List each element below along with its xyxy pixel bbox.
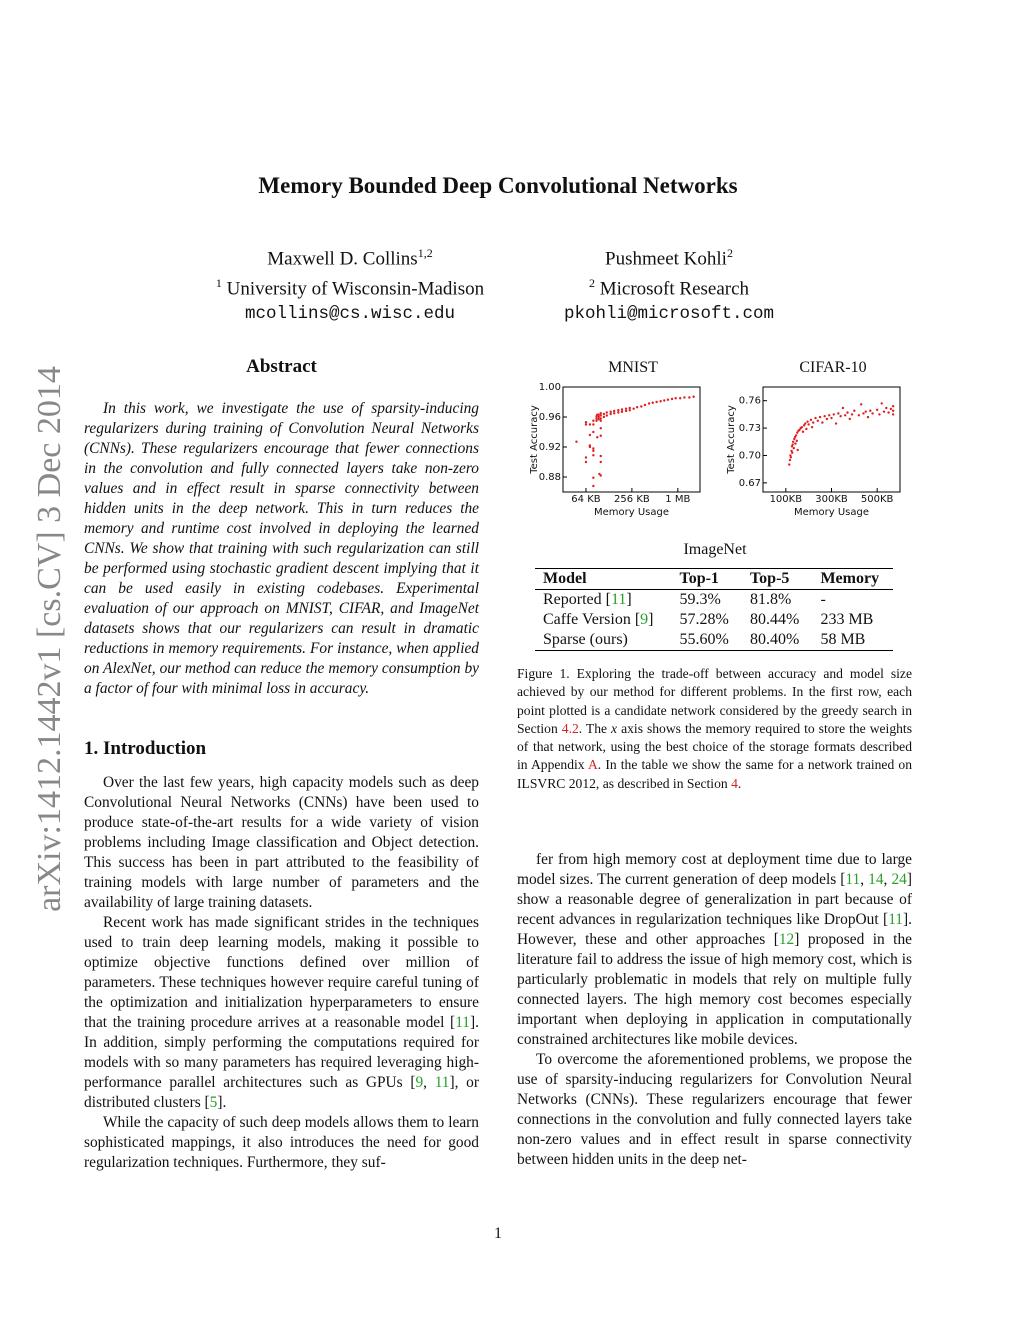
author-block-2: [519, 241, 819, 326]
cell-top1: 55.60%: [679, 631, 729, 648]
data-point: [801, 426, 803, 428]
data-point: [592, 420, 594, 422]
text-run: ], or distributed clusters [: [84, 1074, 479, 1111]
citation-link[interactable]: 11: [455, 1014, 471, 1031]
data-point: [805, 428, 807, 430]
x-tick-label: 100KB: [769, 494, 803, 505]
table-header-row: [535, 569, 893, 590]
text-run: ]. However, these and other approaches [: [517, 911, 912, 948]
cell-memory: 58 MB: [820, 631, 866, 648]
x-tick-label: 1 MB: [665, 494, 691, 505]
citation-link[interactable]: 12: [778, 931, 795, 948]
data-point: [598, 416, 600, 418]
data-point: [802, 431, 804, 433]
data-point: [589, 446, 591, 448]
data-point: [865, 410, 867, 412]
text-run: ] proposed in the literature fail to address the issue of high memory cost, which is particularly problematic in models that rely on multiple fully connected layers. The high memory cost becomes especially important when deploying in application in computationally constrained architectures like mobile devices.: [517, 931, 912, 1048]
data-point: [600, 427, 602, 429]
arxiv-identifier: arXiv:1412.1442v1 [cs.CV] 3 Dec 2014: [31, 366, 68, 912]
data-point: [585, 456, 587, 458]
data-point: [592, 485, 594, 487]
data-point: [600, 461, 602, 463]
data-point: [575, 441, 577, 443]
cell-top5: 80.44%: [749, 611, 800, 628]
table-title: ImageNet: [683, 541, 747, 558]
data-point: [617, 409, 619, 411]
y-axis-label: Test Accuracy: [726, 405, 737, 474]
text-run: ,: [860, 871, 869, 888]
text-run: axis shows the memory required to store the weights of that network, using the best choice of the storage formats described in Appendix: [517, 720, 912, 773]
data-point: [844, 414, 846, 416]
data-point: [671, 398, 673, 400]
data-point: [791, 443, 793, 445]
data-point: [791, 452, 793, 454]
data-point: [683, 396, 685, 398]
data-point: [613, 410, 615, 412]
y-tick-label: 0.70: [738, 450, 761, 462]
col-header: Memory: [820, 570, 880, 587]
data-point: [826, 418, 828, 420]
text-run: ] show a reasonable degree of generalization in part because of recent advances in regularization techniques like DropOut [: [517, 871, 912, 928]
data-point: [667, 399, 669, 401]
data-point: [592, 447, 594, 449]
data-point: [592, 431, 594, 433]
data-point: [600, 474, 602, 476]
cross-reference-link[interactable]: A: [587, 757, 598, 773]
data-point: [839, 415, 841, 417]
data-point: [871, 412, 873, 414]
col-header: Top-1: [679, 570, 719, 587]
paragraph: [84, 773, 479, 913]
data-point: [878, 413, 880, 415]
data-point: [652, 402, 654, 404]
data-point: [807, 423, 809, 425]
text-run: To overcome the aforementioned problems, we propose the use of sparsity-inducing regularizers for Convolution Neural Networks (CNNs). These regularizers encourage that fewer connections in the convolution and fully connected layers take non-zero values and in effect result in sparse connectivity between hidden units in the deep net-: [517, 1051, 912, 1168]
paper-title: Memory Bounded Deep Convolutional Networks: [258, 173, 738, 198]
chart-title-mnist: MNIST: [608, 359, 658, 376]
cell-model: Reported [11]: [543, 591, 632, 608]
data-point: [830, 417, 832, 419]
text-run: Figure 1. Exploring the trade-off between accuracy and model size achieved by our method for different problems. In the first row, each point plotted is a candidate network considered by the greedy search in Section: [517, 666, 912, 736]
x-tick-label: 256 KB: [614, 494, 650, 505]
author-name: Pushmeet Kohli: [605, 248, 727, 270]
col-header: Model: [543, 570, 587, 587]
cell-model: Sparse (ours): [543, 631, 628, 648]
text-run: x: [611, 720, 618, 736]
data-point: [595, 420, 597, 422]
data-point: [892, 410, 894, 412]
data-point: [812, 421, 814, 423]
data-point: [797, 449, 799, 451]
data-point: [892, 413, 894, 415]
data-point: [663, 399, 665, 401]
data-point: [600, 455, 602, 457]
data-point: [806, 420, 808, 422]
paragraph: [84, 913, 479, 1113]
data-point: [793, 447, 795, 449]
data-point: [804, 422, 806, 424]
paragraph: [517, 1050, 912, 1170]
right-column-body: [517, 850, 912, 1170]
text-run: . The: [578, 720, 612, 736]
paragraph: [517, 850, 912, 1050]
data-point: [621, 411, 623, 413]
author-sup: 1,2: [417, 246, 433, 260]
data-point: [625, 408, 627, 410]
author-email: mcollins@cs.wisc.edu: [244, 303, 456, 324]
y-tick-label: 1.00: [538, 382, 561, 393]
cell-top5: 80.40%: [749, 631, 800, 648]
data-point: [851, 413, 853, 415]
data-point: [860, 403, 862, 405]
data-point: [794, 442, 796, 444]
citation-link[interactable]: 14: [868, 871, 884, 888]
affil-sup: 2: [588, 276, 595, 291]
data-point: [796, 440, 798, 442]
mnist-scatter-chart: [517, 378, 717, 520]
data-point: [858, 414, 860, 416]
data-point: [795, 434, 797, 436]
author-block-1: [200, 241, 500, 326]
chart-title-cifar: CIFAR-10: [799, 359, 867, 376]
citation-link[interactable]: 5: [209, 1094, 218, 1111]
author-name: Maxwell D. Collins: [267, 248, 418, 270]
x-tick-label: 64 KB: [571, 494, 601, 505]
x-axis-label: Memory Usage: [793, 507, 870, 518]
data-point: [621, 408, 623, 410]
citation-link[interactable]: 11: [845, 871, 861, 888]
data-point: [887, 411, 889, 413]
data-point: [817, 420, 819, 422]
introduction-body: [84, 773, 479, 1173]
y-axis-label: Test Accuracy: [529, 405, 540, 474]
data-point: [835, 422, 837, 424]
data-point: [885, 407, 887, 409]
data-point: [674, 397, 676, 399]
data-point: [636, 406, 638, 408]
y-tick-label: 0.67: [738, 477, 761, 489]
right-column: [517, 850, 912, 1170]
abstract-heading: Abstract: [246, 356, 317, 377]
citation-link[interactable]: 11: [434, 1074, 450, 1091]
data-point: [883, 410, 885, 412]
data-point: [603, 413, 605, 415]
data-point: [592, 454, 594, 456]
cell-memory: -: [820, 591, 826, 608]
data-point: [867, 416, 869, 418]
data-point: [632, 408, 634, 410]
data-point: [789, 459, 791, 461]
y-tick-label: 0.73: [738, 423, 761, 435]
data-point: [629, 409, 631, 411]
cell-memory: 233 MB: [820, 611, 874, 628]
data-point: [589, 434, 591, 436]
citation-link[interactable]: 24: [891, 871, 907, 888]
data-point: [606, 414, 608, 416]
figure-caption: [517, 665, 912, 793]
data-point: [609, 411, 611, 413]
data-point: [598, 418, 600, 420]
x-tick-label: 300KB: [815, 494, 848, 505]
data-point: [881, 402, 883, 404]
data-point: [790, 456, 792, 458]
imagenet-table: [535, 568, 893, 651]
data-point: [600, 414, 602, 416]
data-point: [842, 407, 844, 409]
citation-link[interactable]: 9: [415, 1074, 424, 1091]
author-email: pkohli@microsoft.com: [563, 303, 775, 324]
data-point: [810, 419, 812, 421]
text-run: While the capacity of such deep models allows them to learn sophisticated mappings, it also introduces the need for good regularization techniques. Furthermore, they suf-: [84, 1114, 479, 1171]
author-sup: 2: [726, 246, 733, 260]
author-affiliation: University of Wisconsin-Madison: [226, 278, 485, 300]
data-point: [828, 414, 830, 416]
data-point: [596, 436, 598, 438]
data-point: [592, 450, 594, 452]
text-run: ,: [423, 1074, 435, 1091]
cell-top1: 59.3%: [679, 591, 721, 608]
text-run: Over the last few years, high capacity models such as deep Convolutional Neural Networks (CNNs) have been used to produce state-of-the-art results for a wide variety of vision problems including Image classification and Object detection. This success has been in part attributed to the feasibility of training models with large number of parameters and the availability of large training datasets.: [84, 774, 479, 911]
page-number: 1: [494, 1225, 502, 1242]
y-tick-label: 0.96: [538, 412, 561, 423]
data-point: [617, 411, 619, 413]
data-point: [600, 420, 602, 422]
data-point: [869, 410, 871, 412]
data-point: [655, 401, 657, 403]
citation-link[interactable]: 9: [640, 611, 649, 628]
cell-top1: 57.28%: [679, 611, 729, 628]
data-point: [595, 417, 597, 419]
data-point: [600, 435, 602, 437]
left-column: [84, 357, 479, 1173]
data-point: [585, 423, 587, 425]
data-point: [598, 414, 600, 416]
cifar-scatter-chart: [717, 378, 917, 520]
plot-frame: [563, 387, 700, 492]
citation-link[interactable]: 11: [610, 591, 627, 608]
data-point: [592, 423, 594, 425]
data-point: [814, 417, 816, 419]
data-point: [609, 413, 611, 415]
data-point: [821, 421, 823, 423]
data-point: [585, 421, 587, 423]
data-point: [613, 412, 615, 414]
cell-model: Caffe Version [9]: [543, 611, 654, 628]
y-tick-label: 0.92: [538, 442, 561, 453]
data-point: [823, 415, 825, 417]
data-point: [788, 463, 790, 465]
y-tick-label: 0.76: [738, 395, 761, 407]
data-point: [606, 411, 608, 413]
data-point: [846, 411, 848, 413]
data-point: [837, 412, 839, 414]
cross-reference-link[interactable]: 4: [731, 775, 738, 791]
text-run: ,: [883, 871, 892, 888]
y-tick-label: 0.88: [538, 472, 561, 483]
cross-reference-link[interactable]: 4.2: [561, 720, 579, 736]
plot-frame: [763, 387, 900, 492]
data-point: [625, 410, 627, 412]
data-point: [648, 402, 650, 404]
text-run: fer from high memory cost at deployment time due to large model sizes. The current generation of deep models [: [517, 851, 912, 888]
data-point: [585, 461, 587, 463]
data-point: [876, 409, 878, 411]
citation-link[interactable]: 11: [888, 911, 904, 928]
data-point: [833, 413, 835, 415]
text-run: . In the table we show the same for a network trained on ILSVRC 2012, as described in Section: [517, 757, 912, 791]
data-point: [600, 417, 602, 419]
x-tick-label: 500KB: [860, 494, 894, 505]
text-run: .: [737, 775, 742, 791]
data-point: [600, 412, 602, 414]
data-point: [640, 405, 642, 407]
section-heading-introduction: 1. Introduction: [84, 738, 207, 759]
author-affiliation: Microsoft Research: [599, 278, 750, 300]
data-point: [811, 426, 813, 428]
data-point: [853, 410, 855, 412]
table-row: [535, 630, 893, 651]
data-point: [589, 423, 591, 425]
data-point: [688, 396, 690, 398]
data-point: [603, 416, 605, 418]
data-point: [659, 400, 661, 402]
table-row: [535, 610, 893, 630]
data-point: [890, 408, 892, 410]
data-point: [692, 396, 694, 398]
cell-top5: 81.8%: [749, 591, 792, 608]
text-run: ]. In addition, simply performing the computations required for models with so many parameters has required leveraging high-performance parallel architectures such as GPUs [: [84, 1014, 479, 1091]
abstract-text: In this work, we investigate the use of sparsity-inducing regularizers during training of Convolution Neural Networks (CNNs). These regularizers encourage that fewer connections in the convolution and fully connected layers take non-zero values and in effect result in sparse connectivity between hidden units in the deep network. This in turn reduces the memory and runtime cost involved in deploying the learned CNNs. We show that training with such regularization can still be performed using stochastic gradient descent implying that it can be used easily in existing codebases. Experimental evaluation of our approach on MNIST, CIFAR, and ImageNet datasets shows that our regularizers can result in dramatic reductions in memory requirements. For instance, when applied on AlexNet, our method can reduce the memory consumption by a factor of four with minimal loss in accuracy.: [84, 400, 479, 697]
data-point: [592, 477, 594, 479]
data-point: [629, 407, 631, 409]
data-point: [819, 416, 821, 418]
data-point: [679, 397, 681, 399]
data-point: [862, 412, 864, 414]
col-header: Top-5: [749, 570, 790, 587]
table-row: [535, 590, 893, 611]
paragraph: [84, 1113, 479, 1173]
data-point: [792, 441, 794, 443]
text-run: Recent work has made significant strides in the techniques used to train deep learning models, making it possible to optimize objective functions defined over million of parameters. These techniques however require careful tuning of the optimization and initialization hyperparameters to ensure that the training procedure arrives at a reasonable model [: [84, 914, 479, 1031]
data-point: [849, 418, 851, 420]
text-run: ].: [217, 1094, 227, 1111]
data-point: [892, 405, 894, 407]
data-point: [644, 404, 646, 406]
x-axis-label: Memory Usage: [593, 507, 670, 518]
affil-sup: 1: [215, 276, 222, 291]
